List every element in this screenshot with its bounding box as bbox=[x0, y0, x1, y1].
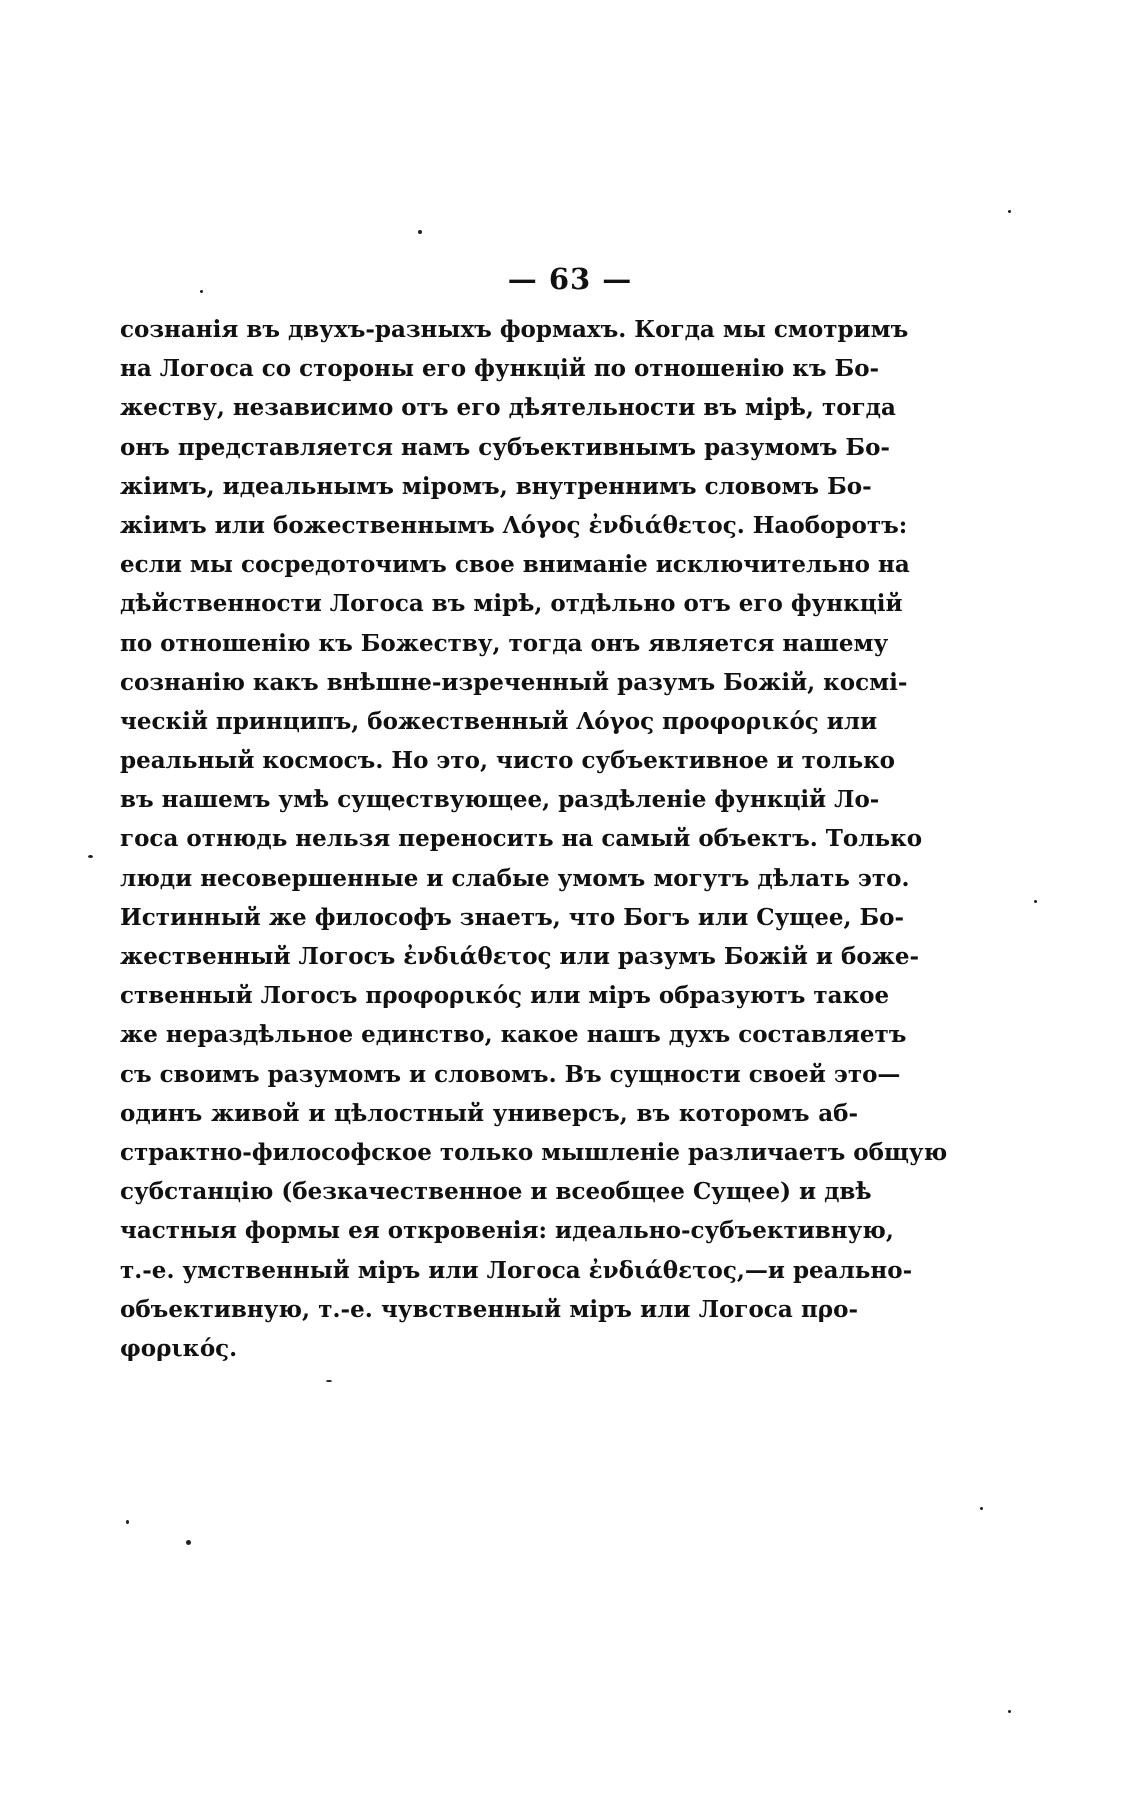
text-line: госа отнюдь нельзя переносить на самый объектъ. Только bbox=[120, 825, 923, 853]
text-line: субстанцію (безкачественное и всеобщее Сущее) и двѣ bbox=[120, 1178, 872, 1206]
text-line: онъ представляется намъ субъективнымъ разумомъ Бо- bbox=[120, 433, 890, 461]
print-speck bbox=[126, 1520, 129, 1524]
text-line: сознанія въ двухъ-разныхъ формахъ. Когда мы смотримъ bbox=[120, 316, 909, 343]
text-line: сознанію какъ внѣшне-изреченный разумъ Божій, космі- bbox=[120, 668, 908, 696]
text-line: т.-е. умственный міръ или Логоса ἐνδιάθετος,—и реально- bbox=[120, 1256, 913, 1284]
print-speck bbox=[200, 290, 203, 293]
text-line: на Логоса со стороны его функцій по отношенію къ Бо- bbox=[120, 355, 880, 383]
text-line: по отношенію къ Божеству, тогда онъ является нашему bbox=[120, 629, 889, 657]
text-line: объективную, т.-е. чувственный міръ или Логоса προ- bbox=[120, 1295, 858, 1323]
text-line: жеству, независимо отъ его дѣятельности въ мірѣ, тогда bbox=[120, 394, 896, 422]
text-line: страктно-философское только мышленіе различаетъ общую bbox=[120, 1138, 948, 1166]
page-number: — 63 — bbox=[507, 262, 633, 296]
text-line: же нераздѣльное единство, какое нашъ духъ составляетъ bbox=[120, 1021, 907, 1049]
text-line: ческій принципъ, божественный Λόγος προφορικός или bbox=[120, 707, 878, 735]
text-line: реальный космосъ. Но это, чисто субъективное и только bbox=[120, 747, 896, 775]
text-line: дѣйственности Логоса въ мірѣ, отдѣльно отъ его функцій bbox=[120, 590, 903, 618]
text-line: φορικός. bbox=[120, 1334, 238, 1362]
print-speck bbox=[186, 1540, 191, 1545]
text-line: Истинный же философъ знаетъ, что Богъ или Сущее, Бо- bbox=[120, 903, 905, 931]
text-line: одинъ живой и цѣлостный универсъ, въ которомъ аб- bbox=[120, 1099, 858, 1127]
print-speck bbox=[326, 1380, 332, 1382]
body-text bbox=[120, 310, 948, 1368]
print-speck bbox=[1008, 210, 1011, 213]
text-line: жественный Логосъ ἐνδιάθετος или разумъ Божій и боже- bbox=[120, 943, 920, 970]
text-line: ственный Логосъ προφορικός или міръ образуютъ такое bbox=[120, 982, 890, 1010]
text-line: съ своимъ разумомъ и словомъ. Въ сущности своей это— bbox=[120, 1060, 901, 1088]
print-speck bbox=[980, 1507, 983, 1510]
text-line: жіимъ, идеальнымъ міромъ, внутреннимъ словомъ Бо- bbox=[120, 472, 872, 500]
text-line: жіимъ или божественнымъ Λόγος ἐνδιάθετος. Наоборотъ: bbox=[120, 511, 908, 539]
text-line: въ нашемъ умѣ существующее, раздѣленіе функцій Ло- bbox=[120, 786, 880, 814]
text-line: частныя формы ея откровенія: идеально-субъективную, bbox=[120, 1217, 894, 1245]
print-speck bbox=[88, 855, 93, 858]
print-speck bbox=[1008, 1710, 1011, 1713]
print-speck bbox=[418, 230, 422, 234]
print-speck bbox=[1034, 900, 1037, 903]
text-line: люди несовершенные и слабые умомъ могутъ дѣлать это. bbox=[120, 864, 910, 892]
text-line: если мы сосредоточимъ свое вниманіе исключительно на bbox=[120, 551, 910, 579]
